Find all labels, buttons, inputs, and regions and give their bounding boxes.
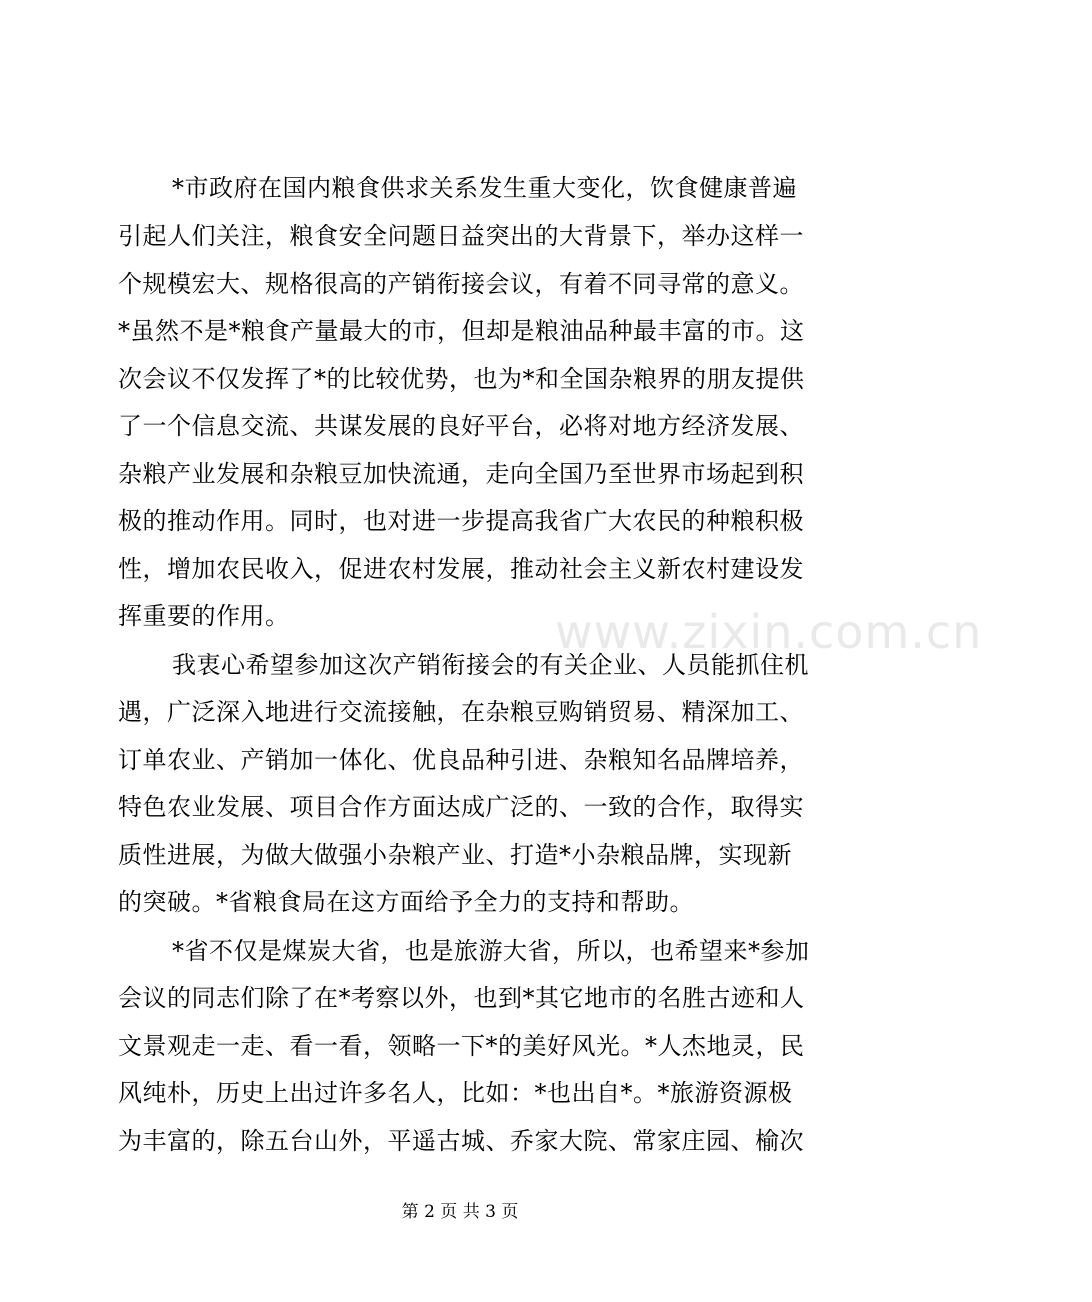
body-line: 质性进展，为做大做强小杂粮产业、打造*小杂粮品牌，实现新	[118, 841, 792, 869]
body-line: 我衷心希望参加这次产销衔接会的有关企业、人员能抓住机	[172, 651, 809, 679]
body-line: *虽然不是*粮食产量最大的市，但却是粮油品种最丰富的市。这	[118, 317, 805, 345]
watermark: www.zixin.com.cn	[555, 605, 983, 659]
body-line: 极的推动作用。同时，也对进一步提高我省广大农民的种粮积极	[118, 507, 804, 535]
body-line: 次会议不仅发挥了*的比较优势，也为*和全国杂粮界的朋友提供	[118, 365, 805, 393]
body-line: 会议的同志们除了在*考察以外，也到*其它地市的名胜古迹和人	[118, 984, 805, 1012]
body-line: 文景观走一走、看一看，领略一下*的美好风光。*人杰地灵，民	[118, 1032, 805, 1060]
body-line: 订单农业、产销加一体化、优良品种引进、杂粮知名品牌培养，	[118, 746, 804, 774]
body-line: 了一个信息交流、共谋发展的良好平台，必将对地方经济发展、	[118, 412, 804, 440]
body-line: 引起人们关注，粮食安全问题日益突出的大背景下，举办这样一	[118, 222, 804, 250]
body-line: 特色农业发展、项目合作方面达成广泛的、一致的合作，取得实	[118, 793, 804, 821]
body-line: 为丰富的，除五台山外，平遥古城、乔家大院、常家庄园、榆次	[118, 1127, 804, 1155]
body-line: *市政府在国内粮食供求关系发生重大变化，饮食健康普遍	[172, 174, 797, 202]
body-line: 挥重要的作用。	[118, 602, 290, 630]
body-line: 风纯朴，历史上出过许多名人，比如：*也出自*。*旅游资源极	[118, 1079, 793, 1107]
body-line: *省不仅是煤炭大省，也是旅游大省，所以，也希望来*参加	[172, 937, 810, 965]
body-line: 个规模宏大、规格很高的产销衔接会议，有着不同寻常的意义。	[118, 270, 804, 298]
body-line: 遇，广泛深入地进行交流接触，在杂粮豆购销贸易、精深加工、	[118, 698, 804, 726]
page-footer: 第 2 页 共 3 页	[401, 1202, 519, 1222]
body-line: 性，增加农民收入，促进农村发展，推动社会主义新农村建设发	[118, 555, 804, 583]
body-line: 杂粮产业发展和杂粮豆加快流通，走向全国乃至世界市场起到积	[118, 460, 804, 488]
body-line: 的突破。*省粮食局在这方面给予全力的支持和帮助。	[118, 888, 694, 916]
